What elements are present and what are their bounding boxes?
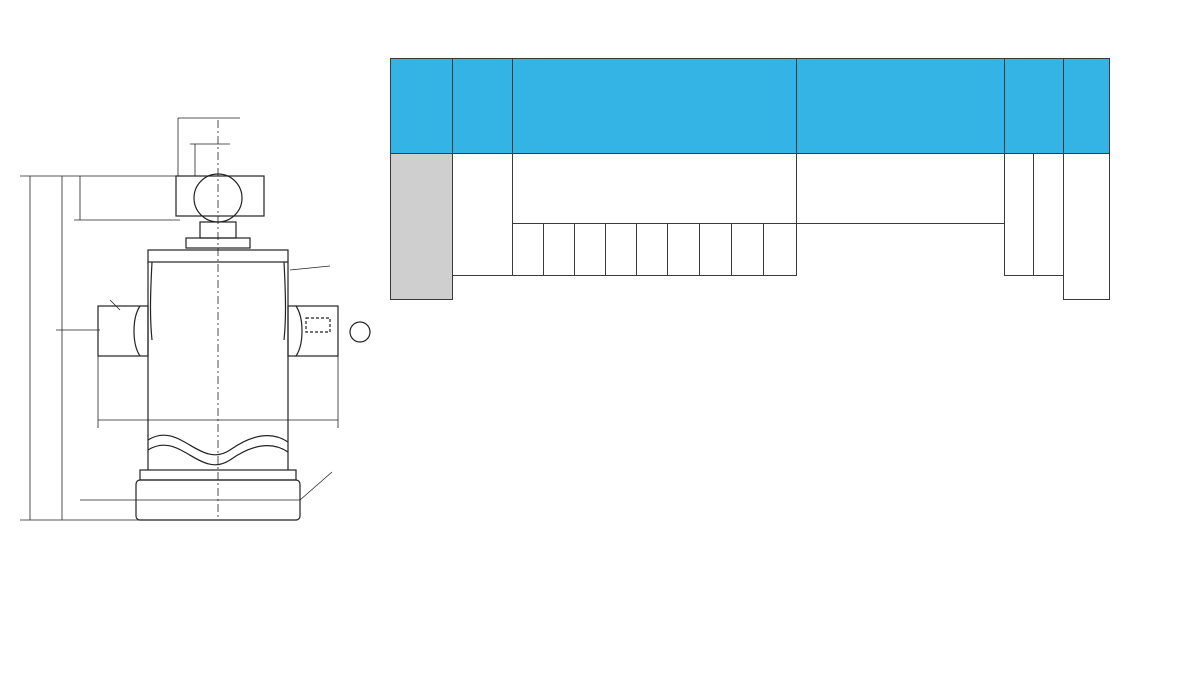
cylinder-names	[797, 154, 1005, 224]
cylinder-drawing	[0, 0, 385, 673]
header-volumen	[1064, 59, 1110, 154]
mark-a-circle	[350, 322, 370, 342]
leader-d45	[110, 300, 120, 310]
header-teza	[1005, 59, 1064, 154]
stage-col-5	[668, 224, 700, 276]
spec-table	[390, 58, 1110, 300]
trunnion-right-curve	[296, 306, 302, 356]
head-eye	[194, 174, 242, 222]
body-curve-right	[284, 262, 286, 340]
corsa-labels	[453, 154, 513, 276]
body-curve-left	[151, 262, 153, 340]
trunnion-left-curve	[134, 306, 140, 356]
stage-col-8	[764, 224, 797, 276]
stage-col-4	[637, 224, 668, 276]
stage-col-3	[606, 224, 637, 276]
head-block	[176, 176, 264, 216]
type-labels	[391, 154, 453, 300]
leader-d150	[290, 266, 330, 270]
header-tip	[391, 59, 453, 154]
subheader-row-1	[391, 154, 1110, 224]
trunnion-bore	[306, 318, 330, 332]
weight-label-1	[1005, 154, 1034, 276]
weight-label-2	[1034, 154, 1064, 276]
header-hod	[453, 59, 513, 154]
header-row	[391, 59, 1110, 154]
stage-col-0	[513, 224, 544, 276]
header-dim-cilindra	[797, 59, 1005, 154]
leader-r	[300, 472, 332, 500]
stage-col-1	[544, 224, 575, 276]
trunnion-left	[98, 306, 148, 356]
stage-legend	[513, 154, 797, 224]
subheader-row-3	[391, 276, 1110, 300]
stage-col-7	[732, 224, 764, 276]
volume-labels	[1064, 154, 1110, 300]
stage-col-6	[700, 224, 732, 276]
stage-col-2	[575, 224, 606, 276]
header-dim-stopenj	[513, 59, 797, 154]
